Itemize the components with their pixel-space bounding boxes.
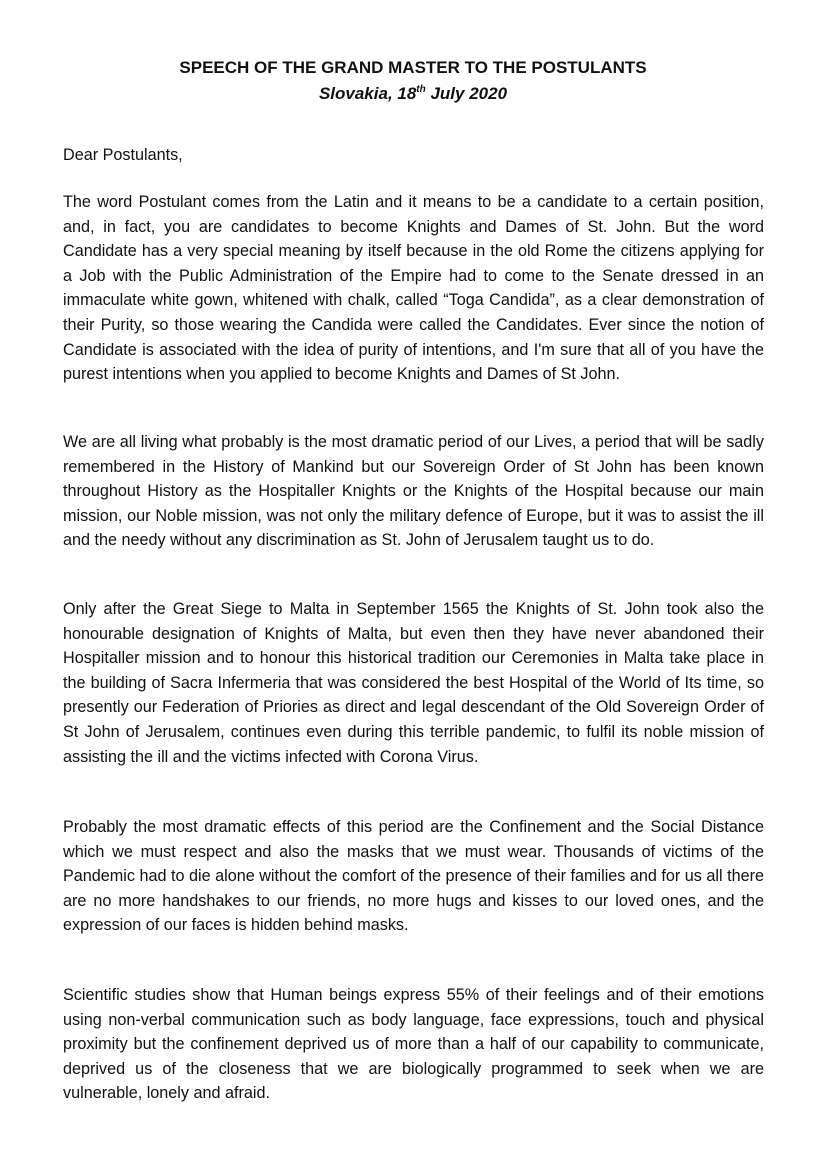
subtitle-rest: July 2020: [425, 84, 508, 103]
paragraph-1: The word Postulant comes from the Latin and it means to be a candidate to a certain position, and, in fact, you are candidates to become Knights and Dames of St. John. But the word Candidate has a very special meaning by itself because in the old Rome the citizens applying for a Job with the Public Administration of the Empire had to come to the Senate dressed in an immaculate white gown, whitened with chalk, called “Toga Candida”, as a clear demonstration of their Purity, so those wearing the Candida were called the Candidates. Ever since the notion of Candidate is associated with the idea of purity of intentions, and I'm sure that all of you have the purest intentions when you applied to become Knights and Dames of St John.: [63, 193, 764, 384]
paragraph-5: Scientific studies show that Human beings express 55% of their feelings and of their emotions using non-verbal communication such as body language, face expressions, touch and physical proximity but the confinement deprived us of more than a half of our capability to communicate, deprived us of the closeness that we are biologically programmed to seek when we are vulnerable, lonely and afraid.: [63, 986, 764, 1103]
subtitle-place-date: Slovakia, 18: [318, 84, 417, 103]
subtitle-superscript: th: [416, 84, 426, 95]
paragraph-3: Only after the Great Siege to Malta in September 1565 the Knights of St. John took also the honourable designation of Knights of Malta, but even then they have never abandoned their Hospitaller mission and to honour this historical tradition our Ceremonies in Malta take place in the building of Sacra Infermeria that was considered the best Hospital of the World of Its time, so presently our Federation of Priories as direct and legal descendant of the Old Sovereign Order of St John of Jerusalem, continues even during this terrible pandemic, to fulfil its noble mission of assisting the ill and the victims infected with Corona Virus.: [63, 600, 764, 766]
paragraph-4: Probably the most dramatic effects of this period are the Confinement and the Social Distance which we must respect and also the masks that we must wear. Thousands of victims of the Pandemic had to die alone without the comfort of the presence of their families and for us all there are no more handshakes to our friends, no more hugs and kisses to our loved ones, and the expression of our faces is hidden behind masks.: [63, 818, 764, 935]
paragraph-2: We are all living what probably is the most dramatic period of our Lives, a period that will be sadly remembered in the History of Mankind but our Sovereign Order of St John has been known throughout History as the Hospitaller Knights or the Knights of the Hospital because our main mission, our Noble mission, was not only the military defence of Europe, but it was to assist the ill and the needy without any discrimination as St. John of Jerusalem taught us to do.: [63, 433, 764, 550]
salutation: Dear Postulants,: [63, 146, 183, 164]
document-subtitle: [0, 82, 826, 106]
document-title: SPEECH OF THE GRAND MASTER TO THE POSTULANTS: [179, 58, 647, 77]
